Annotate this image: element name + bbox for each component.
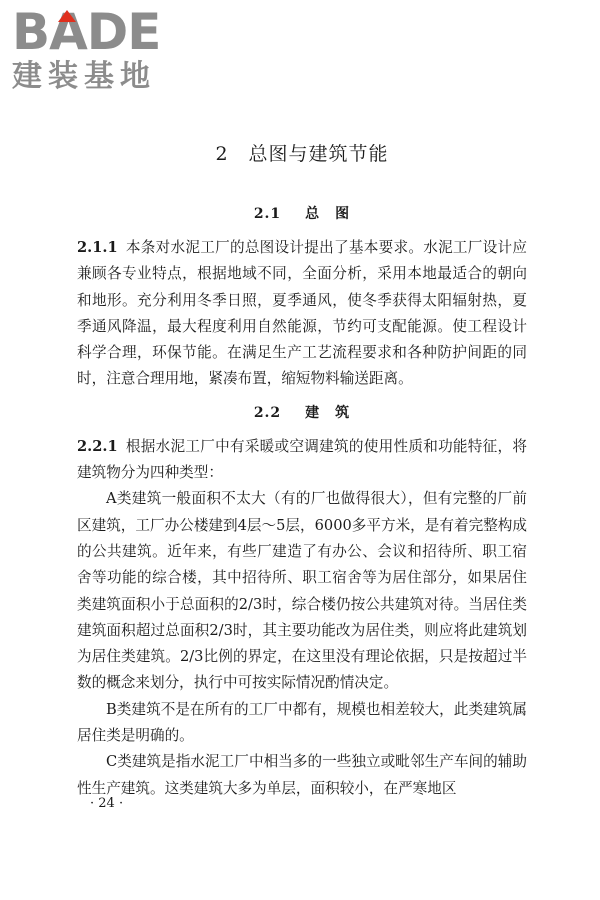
section-number: 2.1	[253, 206, 282, 222]
logo-wordmark	[12, 3, 161, 61]
page-number: · 24 ·	[90, 796, 124, 811]
section-heading-2-1	[77, 202, 527, 226]
paragraph-class-c: C类建筑是指水泥工厂中相当多的一些独立或毗邻生产车间的辅助性生产建筑。这类建筑大多为单层，面积较小，在严寒地区	[77, 753, 527, 797]
section-heading-2-2	[77, 401, 527, 425]
page-content	[77, 140, 527, 802]
brand-logo	[12, 3, 182, 94]
chapter-title: 2 总图与建筑节能	[215, 143, 389, 165]
logo-subtitle: 建装基地	[12, 59, 156, 94]
paragraph-class-b: B类建筑不是在所有的工厂中都有，规模也相差较大，此类建筑属居住类是明确的。	[77, 700, 527, 745]
clause-number: 2.2.1	[77, 437, 118, 455]
logo-brand-text: BADE	[12, 3, 161, 61]
paragraph-class-a: A类建筑一般面积不太大（有的厂也做得很大），但有完整的厂前区建筑，工厂办公楼建到4层～5层，6000多平方米，是有着完整构成的公共建筑。近年来，有些厂建造了有办公、会议和招待所、职工宿舍等功能的综合楼，其中招待所、职工宿舍等为居住部分，如果居住类建筑面积小于总面积的2/3时，综合楼仍按公共建筑对待。当居住类建筑面积超过总面积2/3时，其主要功能改为居住类，则应将此建筑划为居住类建筑。2/3比例的界定，在这里没有理论依据，只是按超过半数的概念来划分，执行中可按实际情况酌情决定。	[77, 490, 527, 692]
clause-2-1-1	[77, 235, 527, 393]
logo-accent-triangle-icon	[58, 10, 76, 22]
section-title: 总 图	[305, 206, 351, 222]
clause-2-2-1	[77, 434, 527, 487]
clause-number: 2.1.1	[77, 239, 118, 256]
clause-text: 根据水泥工厂中有采暖或空调建筑的使用性质和功能特征，将建筑物分为四种类型：	[77, 437, 527, 482]
section-title: 建 筑	[305, 404, 351, 421]
section-number: 2.2	[253, 404, 282, 421]
clause-text: 本条对水泥工厂的总图设计提出了基本要求。水泥工厂设计应兼顾各专业特点，根据地域不同，全面分析，采用本地最适合的朝向和地形。充分利用冬季日照，夏季通风，使冬季获得太阳辐射热，夏季通风降温，最大程度利用自然能源，节约可支配能源。使工程设计科学合理，环保节能。在满足生产工艺流程要求和各种防护间距的同时，注意合理用地，紧凑布置，缩短物料输送距离。	[77, 239, 527, 388]
